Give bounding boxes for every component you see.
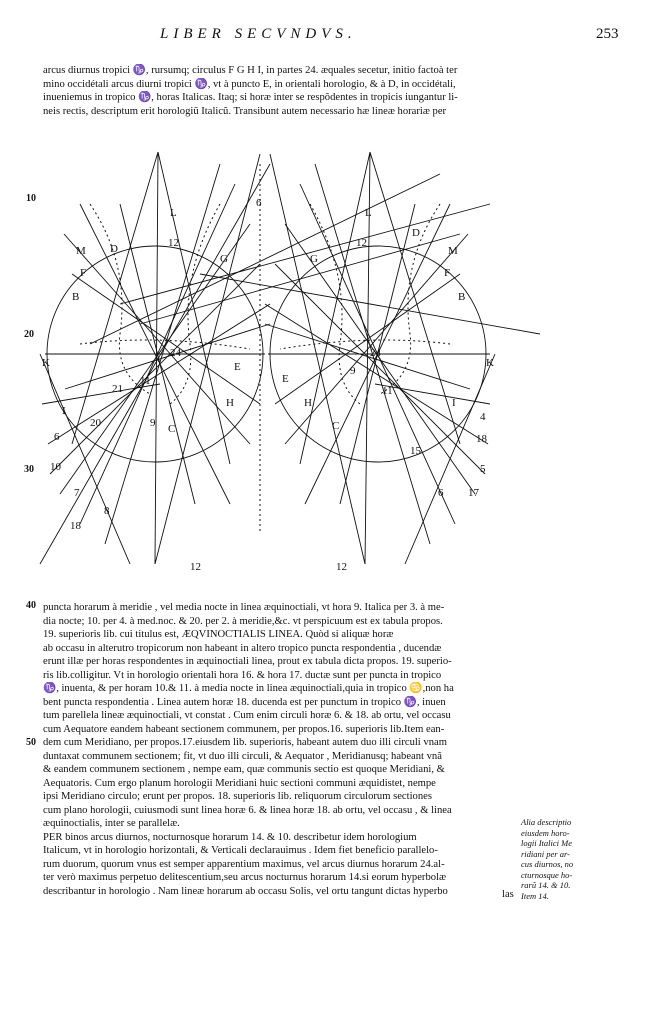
text-line: ter verò maximus perpetuo delitescentium,seu arcus nocturnus horarum 14.si eorum hyperbolæ xyxy=(43,872,447,883)
margin-note-line: Item 14. xyxy=(521,890,549,901)
page-header xyxy=(0,26,668,46)
text-line: 19. superioris lib. cui titulus est, ÆQVINOCTIALIS LINEA. Quòd si aliquæ horæ xyxy=(43,629,394,640)
text-line: duntaxat communem sectionem; fit, vt duo illi circuli, & Aequator , Meridianusq; habeant vnã xyxy=(43,750,442,762)
figure-label: K xyxy=(486,357,494,369)
margin-note xyxy=(521,817,591,901)
text-line: cum Aequatore eandem habeant sectionem communem, per propos.16. superioris lib.Item ean- xyxy=(43,723,445,735)
figure-label: 24 xyxy=(370,347,381,359)
figure-label: B xyxy=(72,291,80,303)
figure-label: E xyxy=(234,361,241,373)
text-line: ♑, inuenta, & per horam 10.& 11. à media nocte in linea æquinoctiali,quia in tropico ♋,non ha xyxy=(43,683,454,694)
margin-note-line: eiusdem horo- xyxy=(521,827,570,838)
figure-label: 12 xyxy=(168,237,179,249)
text-line: ris lib.colligitur. Vt in horologio orientali hora 16. & hora 17. ductæ sunt per puncta in tropico xyxy=(43,669,442,681)
text-line: ab occasu in alterutro tropicorum non habeant in altero tropico puncta respondentia , ducendæ xyxy=(43,642,442,654)
margin-note-line: logii Italici Me xyxy=(521,838,572,848)
text-line: Italicum, vt in horologio horizontali, & Verticali declarauimus . Idem fiet beneficio parallelo- xyxy=(43,845,438,856)
figure-label: 17 xyxy=(468,487,479,499)
diagram-lines xyxy=(40,152,540,564)
figure-label: 11 xyxy=(382,385,393,397)
text-line: inueniemus in tropico ♑, horas Italicas. Itaq; si horæ inter se respõdentes in tropicis iungantur li- xyxy=(43,92,458,103)
figure-label: K xyxy=(42,357,50,369)
line-number: 50 xyxy=(26,737,36,748)
figure-label: 8 xyxy=(104,505,110,517)
text-line: erunt illæ per horas respondentes in æquinoctiali linea, prout ex tabula dicta propos. 19. superio- xyxy=(43,656,452,667)
figure-label: 9 xyxy=(150,417,156,429)
text-line: describantur in horologio . Nam lineæ horarum ab occasu Solis, vel ortu tangunt dictas hyperbo xyxy=(43,885,448,897)
figure-label: 21 xyxy=(112,383,123,395)
text-line: æquinoctialis, inter se parallelæ. xyxy=(43,818,180,829)
margin-note-line: Alia descriptio xyxy=(521,817,572,827)
figure-label: 6 xyxy=(54,431,60,443)
figure-label: C xyxy=(168,423,176,435)
bottom-paragraph xyxy=(43,601,513,898)
figure-label: 7 xyxy=(74,487,80,499)
text-line: arcus diurnus tropici ♑, rursumq; circulus F G H I, in partes 24. æquales secetur, initio factoà ter xyxy=(43,65,458,76)
line-number: 30 xyxy=(24,464,34,475)
text-line: cum plano horologii, cuiusmodi sunt linea horæ 6. & linea horæ 18. ab ortu, vel occasu , & linea xyxy=(43,804,452,816)
figure-label: 4 xyxy=(480,411,486,423)
text-line: & eandem communem sectionem , nempe eam, quæ communis sectio est quoque Meridiani, & xyxy=(43,764,445,775)
figure-label: L xyxy=(365,207,372,219)
text-line: PER binos arcus diurnos, nocturnosque horarum 14. & 10. describetur idem horologium xyxy=(43,831,417,843)
figure-label: M xyxy=(76,245,86,257)
line-number: 40 xyxy=(26,600,36,611)
figure-label: H xyxy=(226,397,234,409)
figure-label: F xyxy=(444,267,451,279)
figure-label: 12 xyxy=(190,561,201,573)
figure-label: I xyxy=(62,405,66,417)
figure-label: 12 xyxy=(336,561,347,573)
figure-label: D xyxy=(110,243,118,255)
figure-label: M xyxy=(448,245,458,257)
figure-label: 18 xyxy=(70,520,81,532)
figure-label: 12 xyxy=(356,237,367,249)
text-line: bent puncta respondentia . Linea autem horæ 18. ducenda est per punctum in tropico ♑, inuen xyxy=(43,696,446,708)
figure-label: B xyxy=(458,291,466,303)
figure-label: 24 xyxy=(170,347,181,359)
figure-label: 11 xyxy=(140,375,151,387)
catchword: las xyxy=(502,889,514,900)
figure-label: 10 xyxy=(50,461,61,473)
figure-label: 6 xyxy=(438,487,444,499)
page-number: 253 xyxy=(596,26,619,42)
figure-label: L xyxy=(170,207,177,219)
text-line: rum duorum, quorum vnus est semper apparentium maximus, vel arcus diurnus horarum 24.al- xyxy=(43,858,445,870)
margin-note-line: cus diurnos, no xyxy=(521,859,574,869)
text-line: neis rectis, descriptum erit horologiũ Italicũ. Transibunt autem necessario hæ lineæ horariæ per xyxy=(43,105,447,117)
figure-label: H xyxy=(304,397,312,409)
figure-label: 6 xyxy=(256,197,262,209)
figure-label: F xyxy=(80,267,87,279)
margin-note-line: rarũ 14. & 10. xyxy=(521,880,571,890)
top-paragraph xyxy=(43,64,513,118)
figure-label: 15 xyxy=(410,445,421,457)
text-line: puncta horarum à meridie , vel media nocte in linea æquinoctiali, vt hora 9. Italica per 3. à me- xyxy=(43,602,445,613)
figure-label: 18 xyxy=(476,433,487,445)
figure-label: I xyxy=(452,397,456,409)
dotted-tropic-curves xyxy=(80,164,450,534)
figure-label: 5 xyxy=(480,463,486,475)
sundial-diagram xyxy=(20,144,540,576)
figure-label: G xyxy=(310,253,318,265)
margin-note-line: cturnosque ho- xyxy=(521,869,573,880)
margin-note-line: ridiani per ar- xyxy=(521,848,570,859)
text-line: ipsi Meridiano circulo; erunt per propos. 18. superioris lib. reliquorum circulorum sectiones xyxy=(43,791,432,802)
text-line: dem cum Meridiano, per propos.17.eiusdem lib. superioris, habeant autem duo illi circuli vnam xyxy=(43,737,447,748)
figure-label: D xyxy=(412,227,420,239)
figure-label: 9 xyxy=(350,365,356,377)
text-line: mino occidétali arcus diurni tropici ♑, vt à puncto E, in orientali horologio, & à D, in occidétali, xyxy=(43,78,456,90)
text-line: tum parellela lineæ æquinoctiali, vt constat . Cum enim circuli horæ 6. & 18. ab ortu, vel occasu xyxy=(43,710,451,721)
figure-label: 20 xyxy=(90,417,101,429)
running-title: LIBER SECVNDVS. xyxy=(160,26,357,42)
text-line: Aequatoris. Cum ergo planum horologii Meridiani huic sectioni communi æquidistet, nempe xyxy=(43,777,436,789)
figure-label: E xyxy=(282,373,289,385)
figure-label: C xyxy=(332,420,340,432)
line-number: 10 xyxy=(26,193,36,204)
figure-label: G xyxy=(220,253,228,265)
text-line: dia nocte; 10. per 4. à med.noc. & 20. per 2. à meridie,&c. vt perspicuum est ex tabula propos. xyxy=(43,615,443,627)
line-number: 20 xyxy=(24,329,34,340)
